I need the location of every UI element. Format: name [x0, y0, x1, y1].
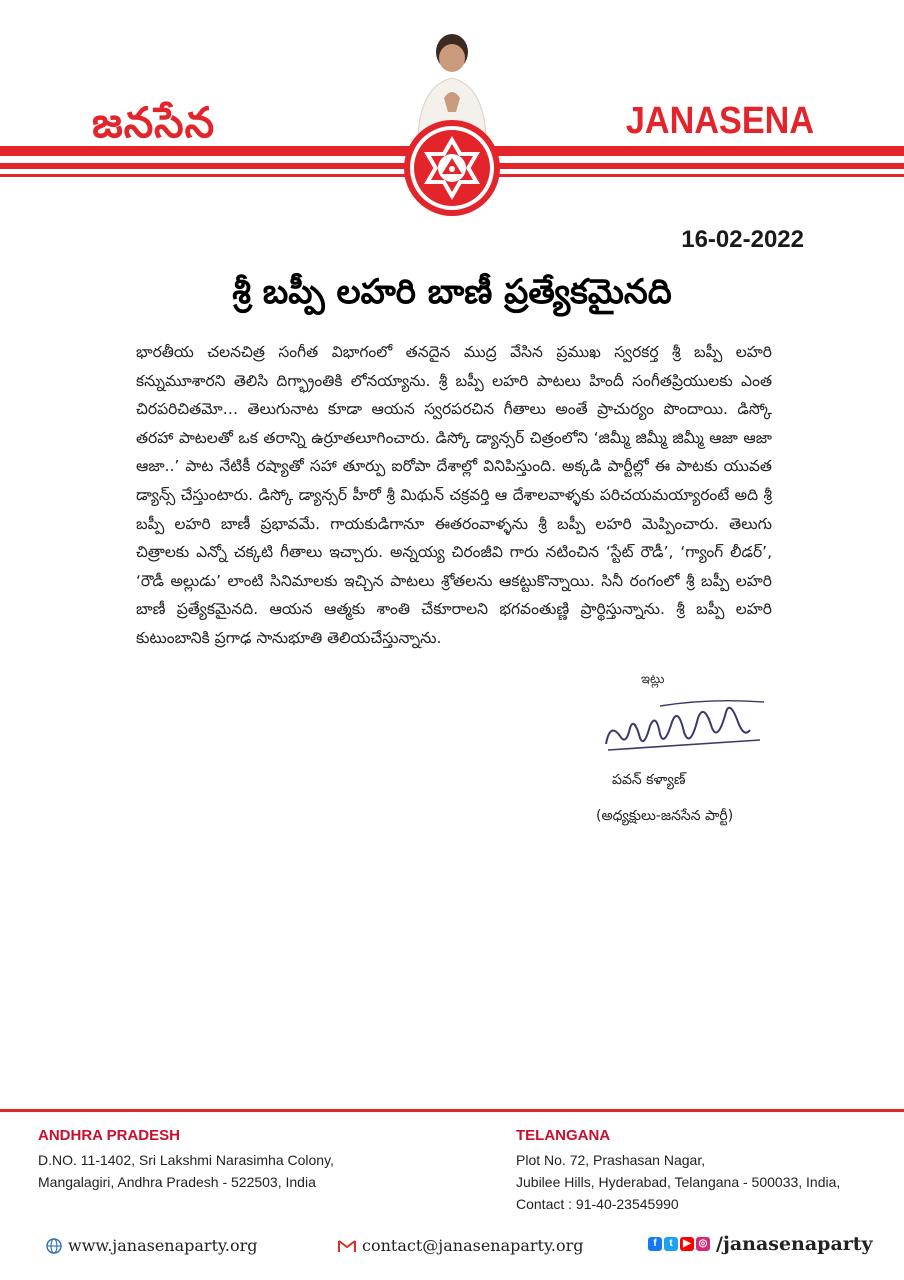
tg-address-line: Jubilee Hills, Hyderabad, Telangana - 500033, India, [516, 1174, 841, 1190]
instagram-icon[interactable]: ◎ [696, 1237, 710, 1251]
social-handle: /janasenaparty [716, 1233, 873, 1255]
party-emblem [402, 118, 502, 218]
brand-english: JANASENA [625, 100, 814, 142]
twitter-icon[interactable]: t [664, 1237, 678, 1251]
signoff-greeting: ఇట్లు [641, 672, 665, 687]
tg-address-heading: TELANGANA [516, 1127, 611, 1144]
youtube-icon[interactable]: ▶ [680, 1237, 694, 1251]
email-text: contact@janasenaparty.org [362, 1236, 584, 1255]
social-icons [648, 1237, 710, 1251]
tg-contact-line: Contact : 91-40-23545990 [516, 1196, 679, 1212]
brand-telugu: జనసేన [92, 98, 216, 147]
website-text: www.janasenaparty.org [68, 1236, 258, 1255]
ap-address-line: Mangalagiri, Andhra Pradesh - 522503, India [38, 1174, 316, 1190]
press-release-body: భారతీయ చలనచిత్ర సంగీత విభాగంలో తనదైన ముద్ర వేసిన ప్రముఖ స్వరకర్త శ్రీ బప్పీ లహరి కన్నుమూశారని తెలిసి దిగ్భ్రాంతికి లోనయ్యాను. శ్రీ బప్పీ లహరి పాటలు హిందీ సంగీతప్రియులకు ఎంత చిరపరిచితమో… తెలుగునాట కూడా ఆయన స్వరపరచిన గీతాలు అంతే ప్రాచుర్యం పొందాయి. డిస్కో తరహా పాటలతో ఒక తరాన్ని ఉర్రూతలూగించారు. డిస్కో డ్యాన్సర్ చిత్రంలోని ‘జిమ్మీ జిమ్మీ జిమ్మీ ఆజా ఆజా ఆజా..’ పాట నేటికీ రష్యాతో సహా తూర్పు ఐరోపా దేశాల్లో వినిపిస్తుంది. అక్కడి పార్టీల్లో ఈ పాటకు యువత డ్యాన్స్ చేస్తుంటారు. డిస్కో డ్యాన్సర్ హీరో శ్రీ మిథున్ చక్రవర్తి ఆ దేశాలవాళ్ళకు పరిచయమయ్యారంటే అది శ్రీ బప్పీ లహరి బాణీ ప్రభావమే. గాయకుడిగానూ ఈతరంవాళ్ళను శ్రీ బప్పీ లహరి మెప్పించారు. తెలుగు చిత్రాలకు ఎన్నో చక్కటి గీతాలు ఇచ్చారు. అన్నయ్య చిరంజీవి గారు నటించిన ‘స్టేట్ రౌడీ’, ‘గ్యాంగ్ లీడర్’, ‘రౌడీ అల్లుడు’ లాంటి సినిమాలకు ఇచ్చిన పాటలు శ్రోతలను ఆకట్టుకొన్నాయి. సినీ రంగంలో శ్రీ బప్పీ లహరి బాణీ ప్రత్యేకమైనది. ఆయన ఆత్మకు శాంతి చేకూరాలని భగవంతుణ్ణి ప్రార్థిస్తున్నాను. శ్రీ బప్పీ లహరి కుటుంబానికి ప్రగాఢ సానుభూతి తెలియచేస్తున్నాను. [136, 343, 772, 647]
signatory-name: పవన్ కళ్యాణ్ [612, 772, 686, 788]
letterhead-header [0, 0, 904, 215]
tg-address-line: Plot No. 72, Prashasan Nagar, [516, 1152, 706, 1168]
mail-icon [338, 1239, 356, 1253]
ap-address-heading: ANDHRA PRADESH [38, 1127, 180, 1144]
website-link[interactable] [46, 1236, 258, 1255]
footer-divider [0, 1109, 904, 1112]
signature-image [600, 692, 770, 764]
page-title: శ్రీ బప్పీ లహరి బాణీ ప్రత్యేకమైనది [232, 272, 672, 312]
facebook-icon[interactable]: f [648, 1237, 662, 1251]
social-links[interactable] [648, 1233, 873, 1255]
globe-icon [46, 1238, 62, 1254]
signatory-role: (అధ్యక్షులు-జనసేన పార్టీ) [596, 808, 734, 824]
email-link[interactable] [338, 1236, 584, 1255]
ap-address-line: D.NO. 11-1402, Sri Lakshmi Narasimha Colony, [38, 1152, 334, 1168]
press-release-date: 16-02-2022 [681, 226, 804, 253]
